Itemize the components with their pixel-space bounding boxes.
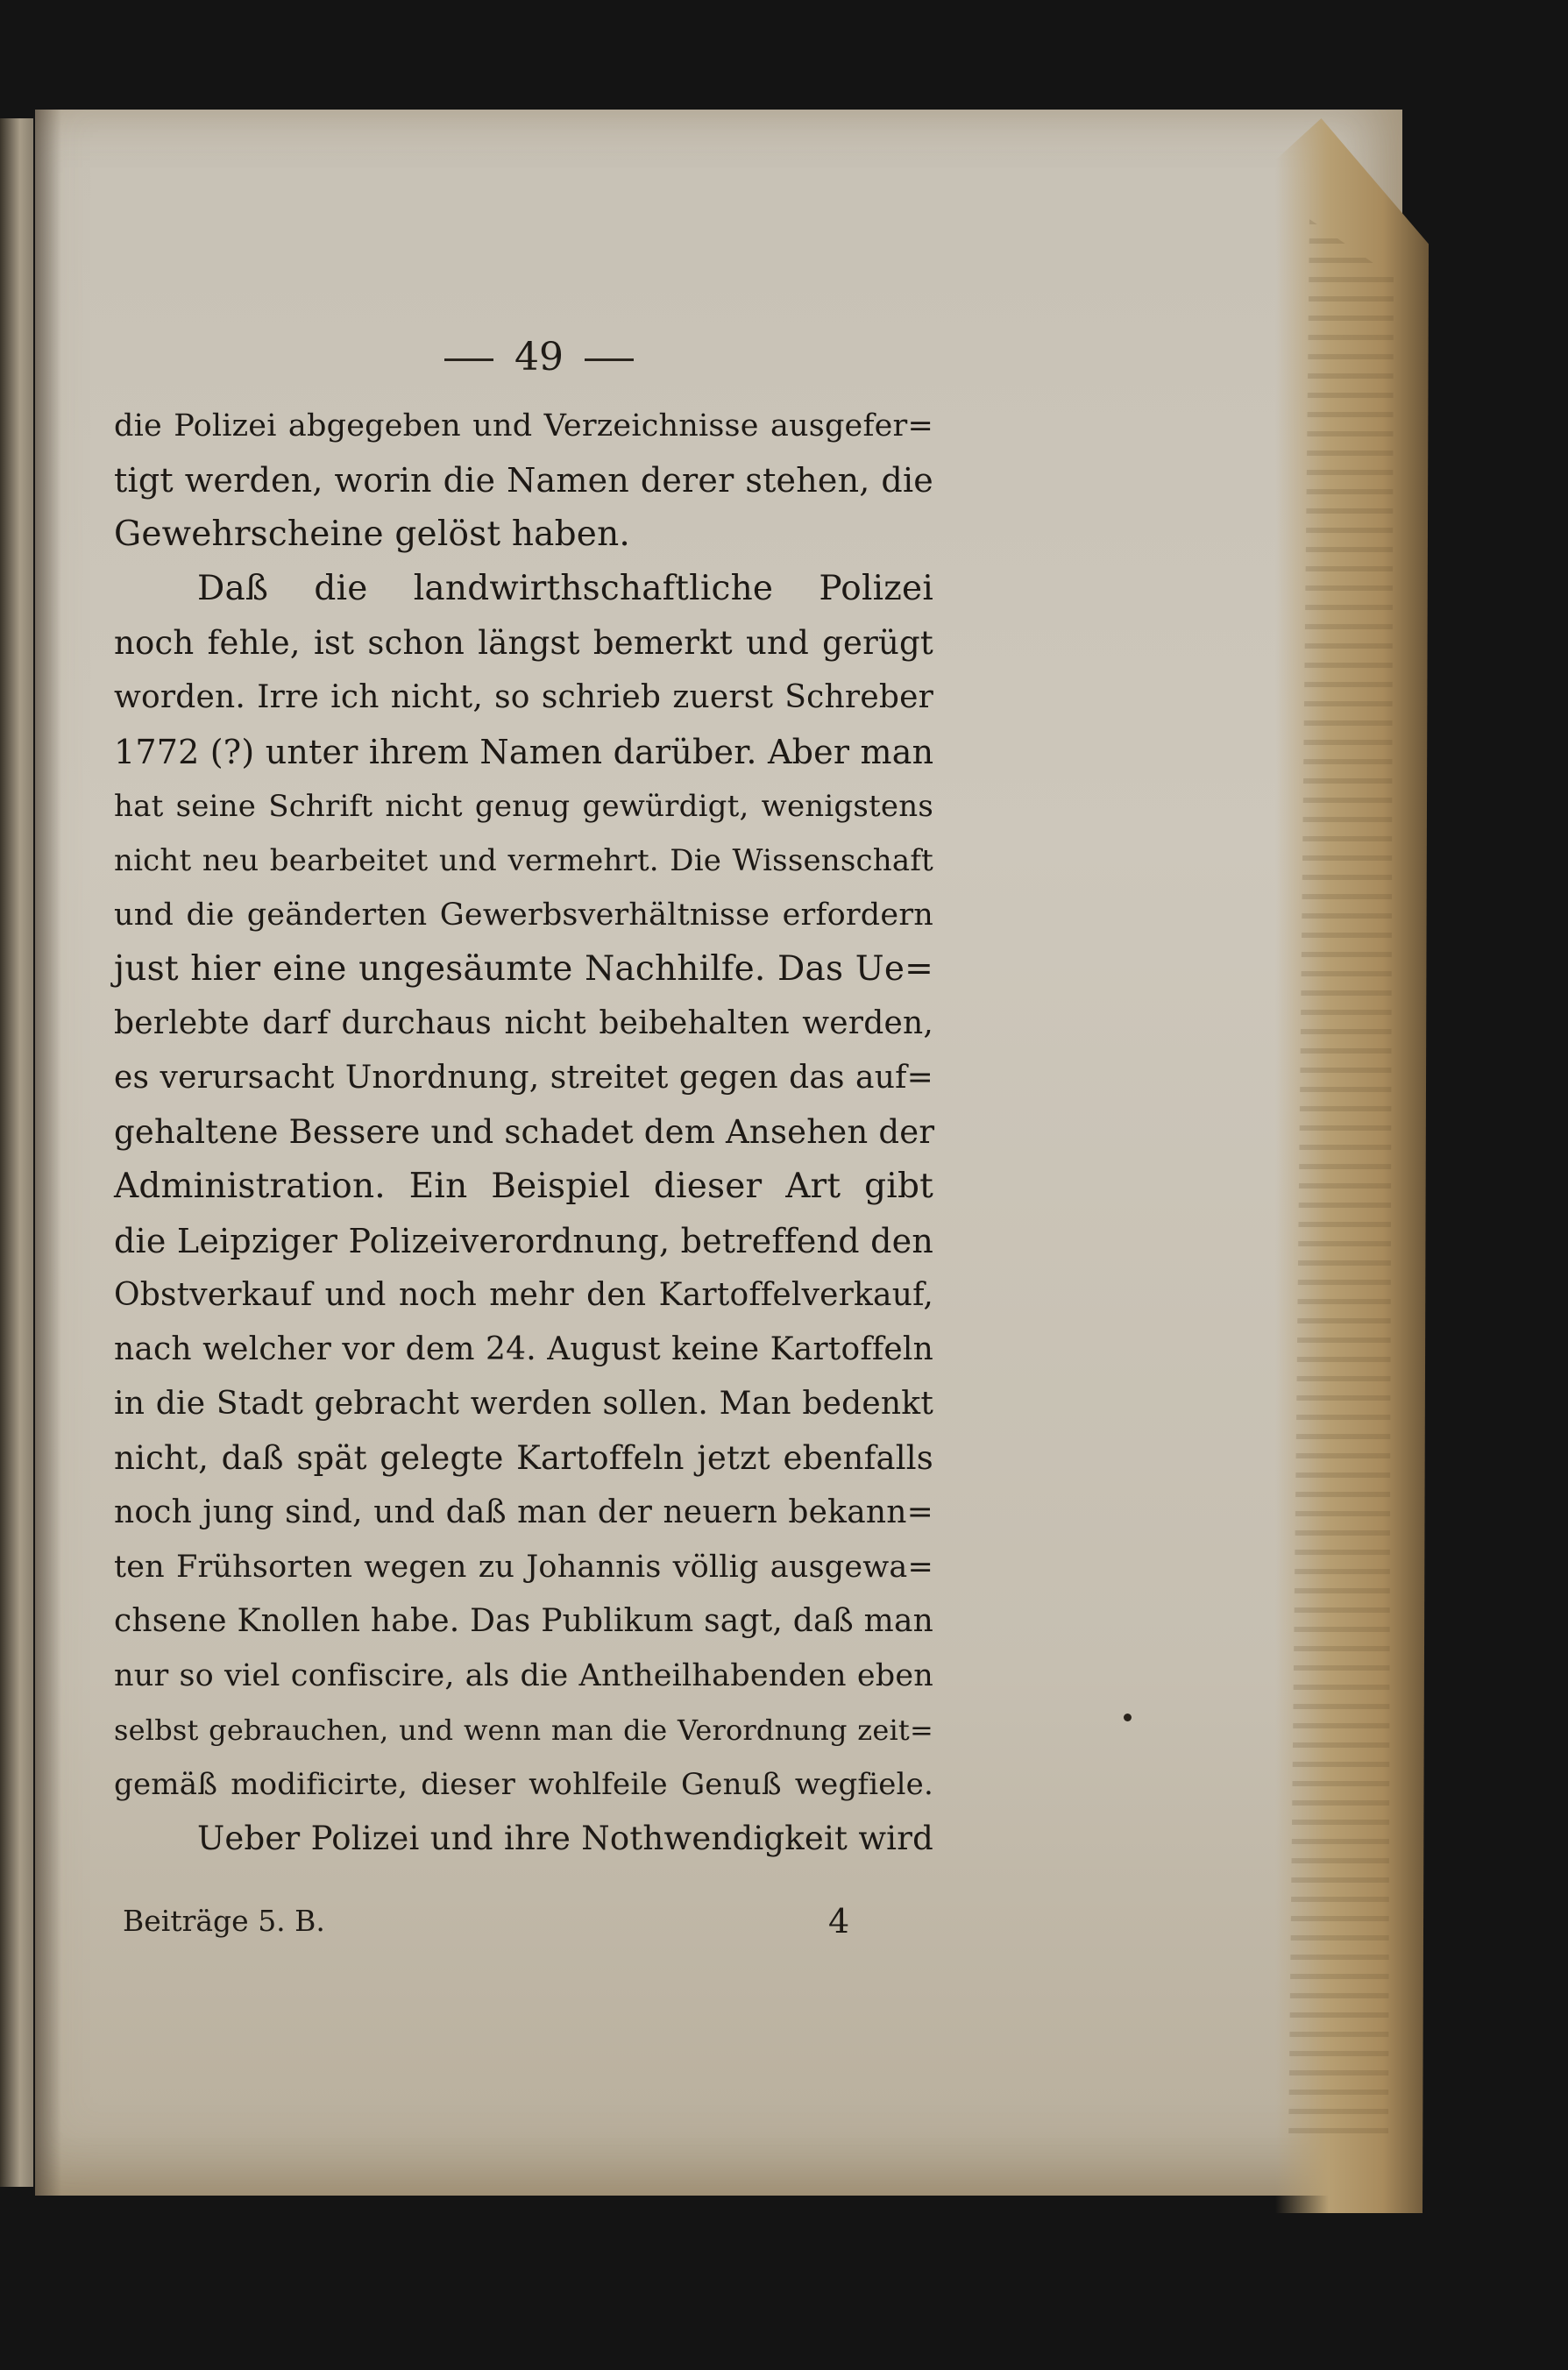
text-line: nicht neu bearbeitet und vermehrt. Die Wissenschaft: [114, 843, 933, 878]
text-line: nach welcher vor dem 24. August keine Kartoffeln: [114, 1331, 933, 1367]
text-line: 1772 (?) unter ihrem Namen darüber. Aber man: [114, 733, 934, 771]
text-line: berlebte darf durchaus nicht beibehalten werden,: [114, 1005, 933, 1041]
text-line: die Polizei abgegeben und Verzeichnisse ausgefer=: [114, 408, 933, 443]
text-line: nicht, daß spät gelegte Kartoffeln jetzt ebenfalls: [114, 1439, 933, 1477]
text-line: ten Frühsorten wegen zu Johannis völlig ausgewa=: [114, 1550, 933, 1585]
text-line: selbst gebrauchen, und wenn man die Verordnung zeit=: [114, 1714, 933, 1747]
text-line: nur so viel confiscire, als die Antheilhabenden eben: [114, 1658, 933, 1693]
page-footer: [123, 1897, 912, 1946]
text-line: in die Stadt gebracht werden sollen. Man bedenkt: [114, 1386, 933, 1422]
page-spine-shadow: [35, 110, 61, 2196]
text-line: noch jung sind, und daß man der neuern bekann=: [114, 1494, 933, 1530]
text-line: gemäß modificirte, dieser wohlfeile Genuß wegfiele.: [114, 1767, 933, 1802]
text-line: Ueber Polizei und ihre Nothwendigkeit wird: [197, 1820, 933, 1857]
text-line: tigt werden, worin die Namen derer stehen, die: [114, 461, 933, 500]
text-line: worden. Irre ich nicht, so schrieb zuerst Schreber: [114, 679, 933, 715]
text-line: Obstverkauf und noch mehr den Kartoffelverkauf,: [114, 1277, 933, 1313]
text-line: noch fehle, ist schon längst bemerkt und gerügt: [114, 624, 933, 662]
left-page-edge: [0, 118, 33, 2187]
text-line: die Leipziger Polizeiverordnung, betreffend den: [114, 1222, 933, 1260]
header-dash-left: [444, 358, 493, 361]
text-line: Gewehrscheine gelöst haben.: [114, 514, 630, 554]
text-line: chsene Knollen habe. Das Publikum sagt, daß man: [114, 1603, 933, 1639]
text-line: es verursacht Unordnung, streitet gegen das auf=: [114, 1060, 933, 1096]
text-line: just hier eine ungesäumte Nachhilfe. Das Ue=: [114, 949, 933, 989]
text-line: hat seine Schrift nicht genug gewürdigt, wenigstens: [114, 789, 933, 824]
signature-mark: 4: [828, 1902, 850, 1941]
text-line: Administration. Ein Beispiel dieser Art gibt: [114, 1167, 933, 1206]
printer-signature: Beiträge 5. B.: [123, 1904, 325, 1938]
text-line: und die geänderten Gewerbsverhältnisse erfordern: [114, 898, 933, 933]
header-dash-right: [585, 358, 634, 361]
text-line: Daß die landwirthschaftliche Polizei: [197, 569, 933, 608]
page-number: 49: [514, 335, 564, 380]
ink-speck: [1124, 1714, 1132, 1721]
body-text: [114, 399, 933, 1866]
text-line: gehaltene Bessere und schadet dem Ansehen der: [114, 1113, 935, 1151]
page-header: [421, 331, 657, 384]
